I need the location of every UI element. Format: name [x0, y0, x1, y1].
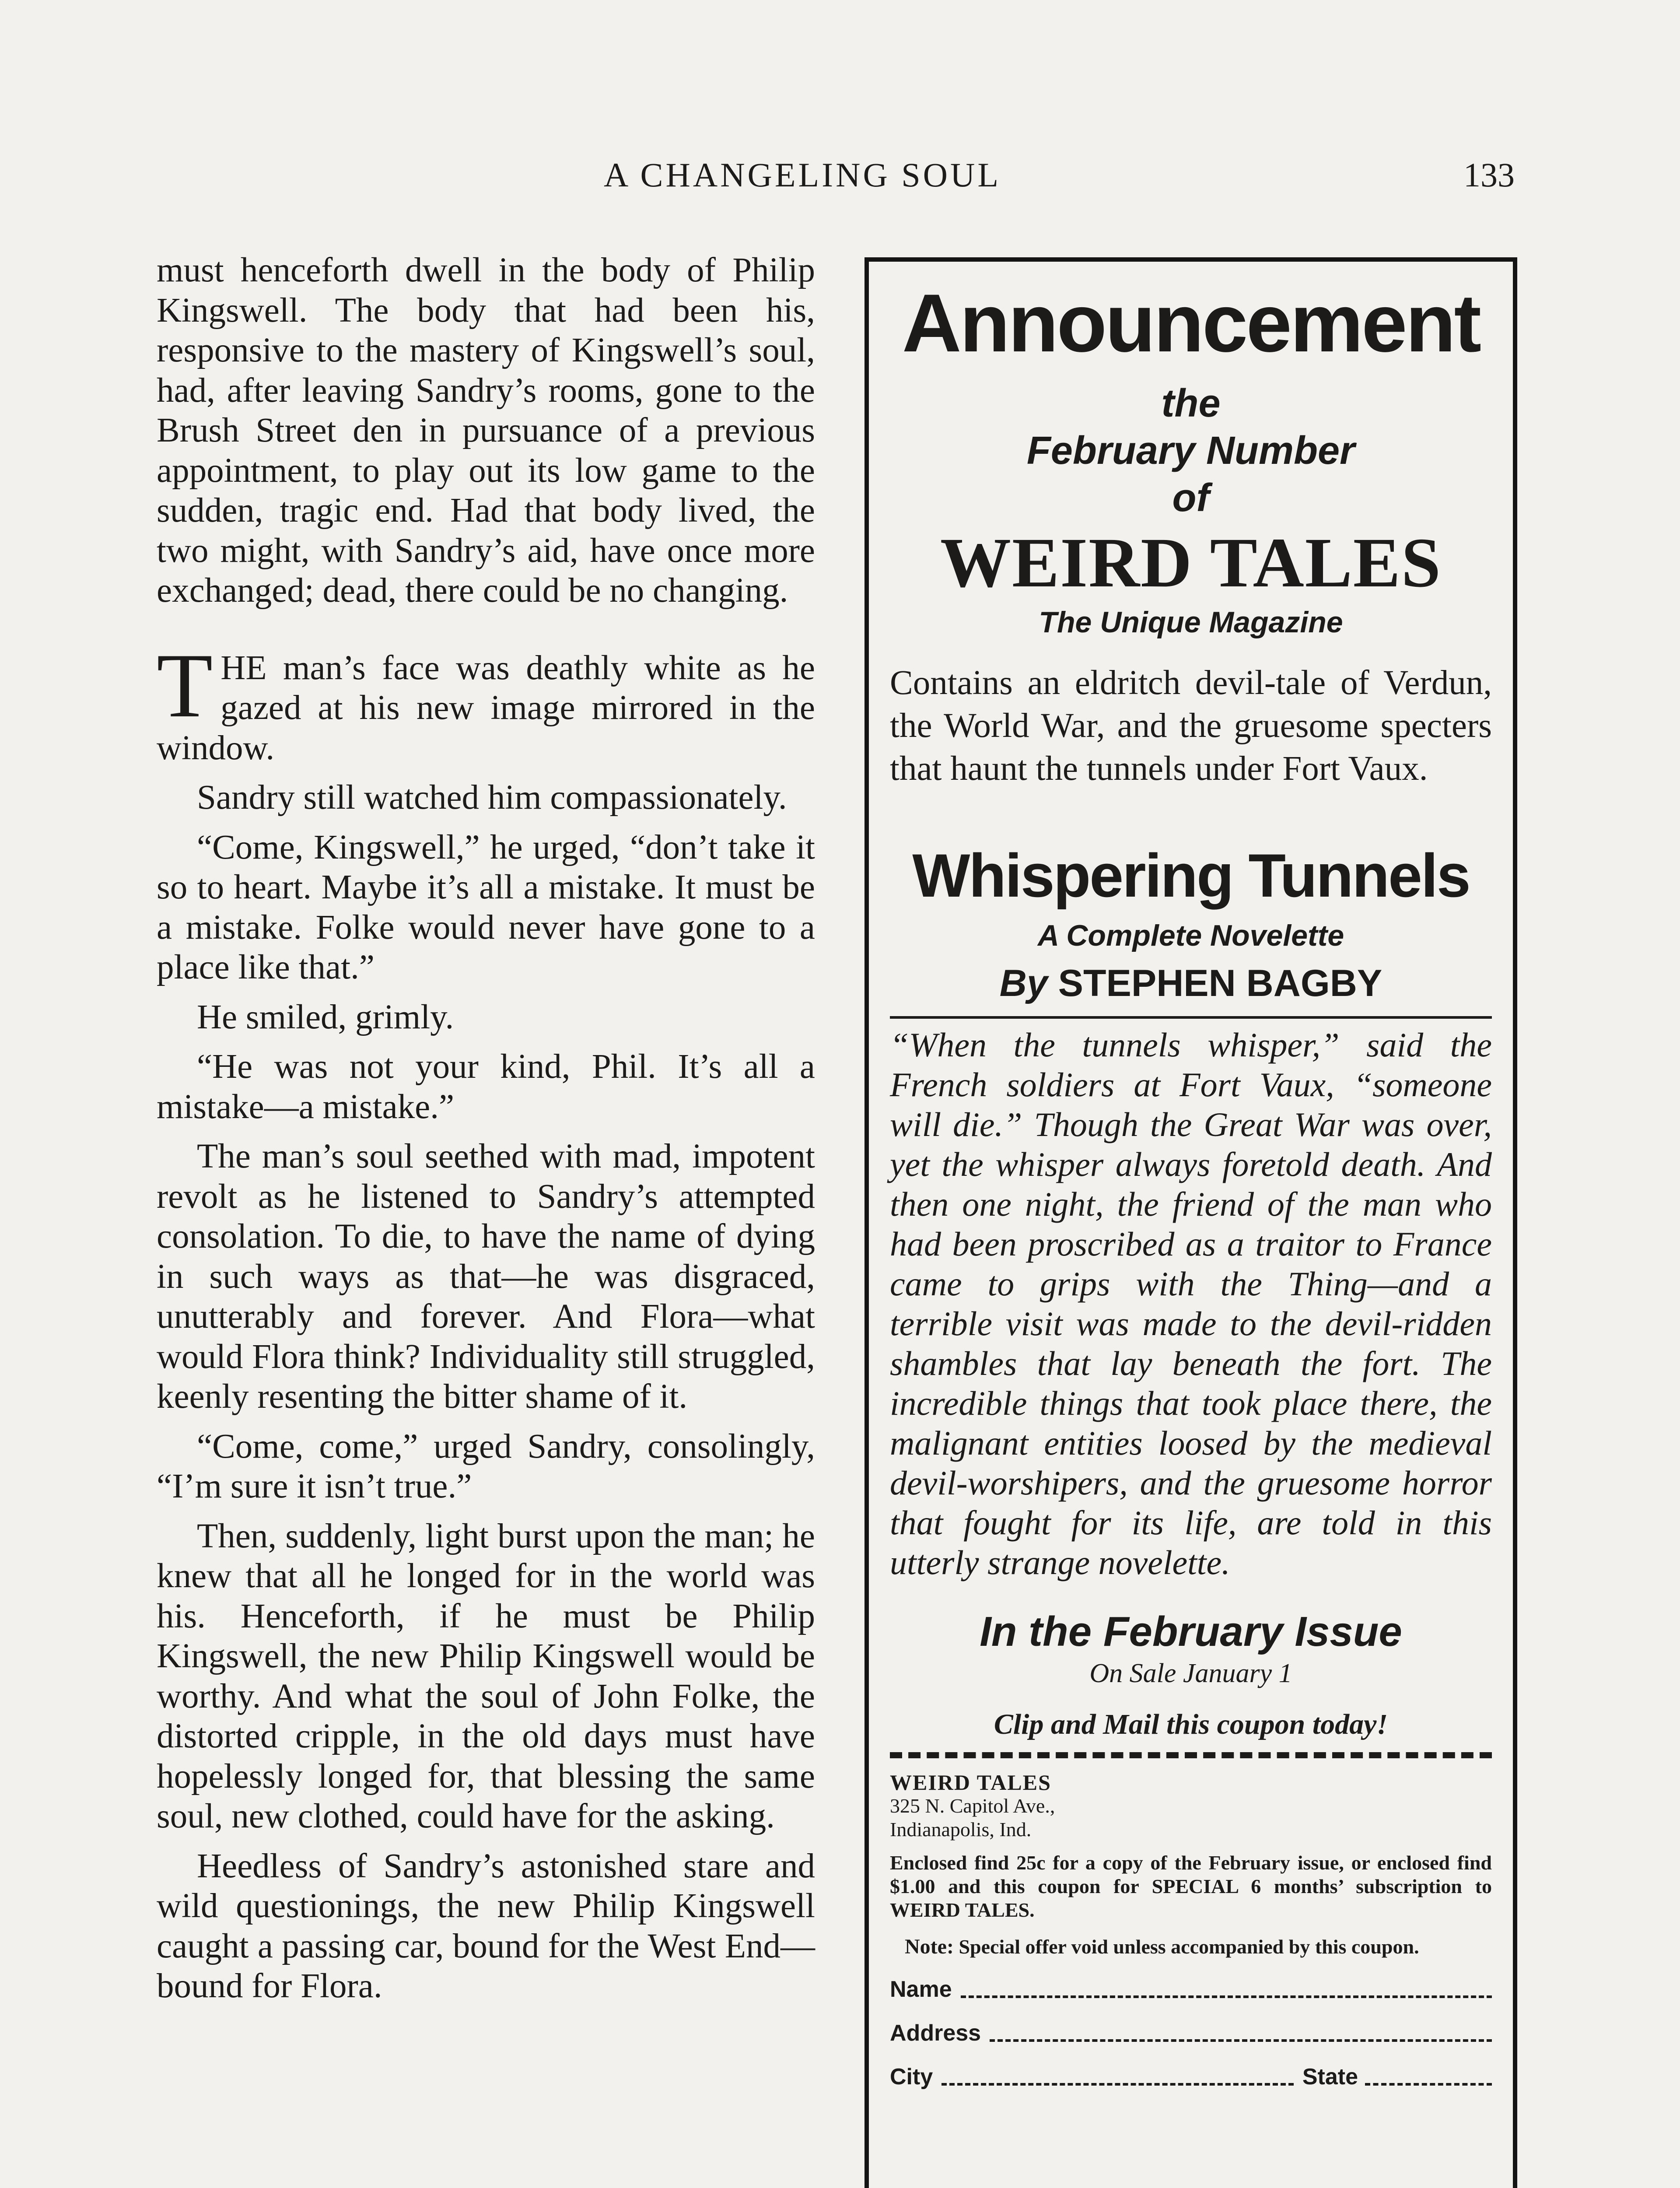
magazine-name: WEIRD TALES — [940, 524, 1442, 602]
story-paragraph: “Come, Kingswell,” he urged, “don’t take it so to heart. Maybe it’s all a mistake. It must be a mistake. Folke would never have gone to a place like that.” — [157, 828, 815, 986]
state-field-blank[interactable] — [1365, 2067, 1492, 2086]
coupon-note-label: Note: — [905, 1935, 954, 1958]
ad-blurb: Contains an eldritch devil-tale of Verdun, the World War, and the gruesome specters that haunt the tunnels under Fort Vaux. — [890, 664, 1492, 788]
featured-story-subtitle: A Complete Novelette — [1037, 919, 1344, 952]
coupon-body: Enclosed find 25c for a copy of the February issue, or enclosed find $1.00 and this coupon for SPECIAL 6 months’ subscription to WEIRD TALES. — [890, 1851, 1492, 1921]
magazine-tagline: The Unique Magazine — [1039, 606, 1343, 639]
address-field-blank[interactable] — [990, 2023, 1492, 2042]
name-field-blank[interactable] — [961, 1980, 1492, 1998]
page-number: 133 — [1463, 156, 1515, 194]
story-paragraph: “He was not your kind, Phil. It’s all a mistake—a mistake.” — [157, 1048, 815, 1126]
story-column — [157, 250, 815, 2188]
coupon-firm: WEIRD TALES — [890, 1770, 1051, 1795]
story-paragraph: must henceforth dwell in the body of Philip Kingswell. The body that had been his, responsive to the mastery of Kingswell’s soul, had, after leaving Sandry’s rooms, gone to the Brush Street den in pursuance of a previous appointment, to play out its low game to the sudden, tragic end. Had that body lived, the two might, with Sandry’s aid, have once more exchanged; dead, there could be no changing. — [157, 251, 815, 610]
story-teaser: “When the tunnels whisper,” said the French soldiers at Fort Vaux, “someone will die.” Though the Great War was over, yet the whisper always foretold death. And then one night, the friend of the man who had been proscribed as a traitor to France came to grips with the Thing—and a terrible visit was made to the devil-ridden shambles that lay beneath the fort. The incredible things that took place there, the malignant entities loosed by the medieval devil-worshipers, and the gruesome horror that fought for its life, are told in this utterly strange novelette. — [890, 1026, 1492, 1581]
name-field[interactable] — [890, 1976, 1492, 2002]
story-paragraph: The man’s soul seethed with mad, impotent revolt as he listened to Sandry’s attempted consolation. To die, to have the name of dying in such ways as that—he was disgraced, unutterably and forever. And Flora—what would Flora think? Individuality still struggled, keenly resenting the bitter shame of it. — [157, 1137, 815, 1416]
running-title: A CHANGELING SOUL — [604, 156, 1001, 194]
name-field-label: Name — [890, 1977, 952, 2002]
issue-line: In the February Issue — [980, 1608, 1402, 1655]
story-paragraph: “Come, come,” urged Sandry, consolingly, “I’m sure it isn’t true.” — [157, 1427, 815, 1505]
byline-author: STEPHEN BAGBY — [1058, 962, 1382, 1004]
ad-intro-line: the — [1161, 382, 1221, 425]
on-sale-line: On Sale January 1 — [1089, 1659, 1292, 1688]
story-paragraph: Heedless of Sandry’s astonished stare and wild questionings, the new Philip Kingswell caught a passing car, bound for the West End—bound for Flora. — [157, 1847, 815, 2005]
address-field[interactable] — [890, 2020, 1492, 2046]
city-state-field[interactable] — [890, 2064, 1492, 2090]
coupon-address: Indianapolis, Ind. — [890, 1818, 1032, 1841]
coupon — [890, 1771, 1492, 2090]
byline — [890, 959, 1492, 1007]
story-paragraph: He smiled, grimly. — [197, 998, 454, 1036]
featured-story-title: Whispering Tunnels — [912, 841, 1470, 910]
city-field-label: City — [890, 2064, 933, 2090]
ad-intro — [890, 380, 1492, 522]
coupon-address: 325 N. Capitol Ave., — [890, 1795, 1055, 1817]
story-paragraph-dropcap — [157, 635, 815, 768]
coupon-note-text: Special offer void unless accompanied by this coupon. — [959, 1936, 1419, 1958]
story-paragraph: Then, suddenly, light burst upon the man; he knew that all he longed for in the world was his. Henceforth, if he must be Philip Kingswell, the new Philip Kingswell would be worthy. And what the soul of John Folke, the distorted cripple, in the old days must have hopelessly longed for, that blessing the same soul, new clothed, could have for the asking. — [157, 1517, 815, 1835]
announcement-ad — [864, 257, 1517, 2188]
divider — [890, 1016, 1492, 1019]
ad-headline: Announcement — [902, 277, 1480, 369]
city-field-blank[interactable] — [942, 2067, 1294, 2086]
story-paragraph-text: HE man’s face was deathly white as he gazed at his new image mirrored in the window. — [157, 649, 815, 767]
state-field-label: State — [1302, 2064, 1358, 2090]
coupon-note — [890, 1935, 1492, 1959]
drop-cap: T — [157, 635, 213, 736]
ad-intro-line: of — [1172, 476, 1210, 520]
coupon-cut-line — [890, 1752, 1492, 1758]
clip-coupon-line: Clip and Mail this coupon today! — [994, 1708, 1388, 1740]
byline-prefix: By — [999, 962, 1048, 1004]
address-field-label: Address — [890, 2020, 981, 2046]
ad-intro-line: February Number — [1026, 429, 1355, 473]
story-paragraph: Sandry still watched him compassionately. — [197, 778, 787, 817]
